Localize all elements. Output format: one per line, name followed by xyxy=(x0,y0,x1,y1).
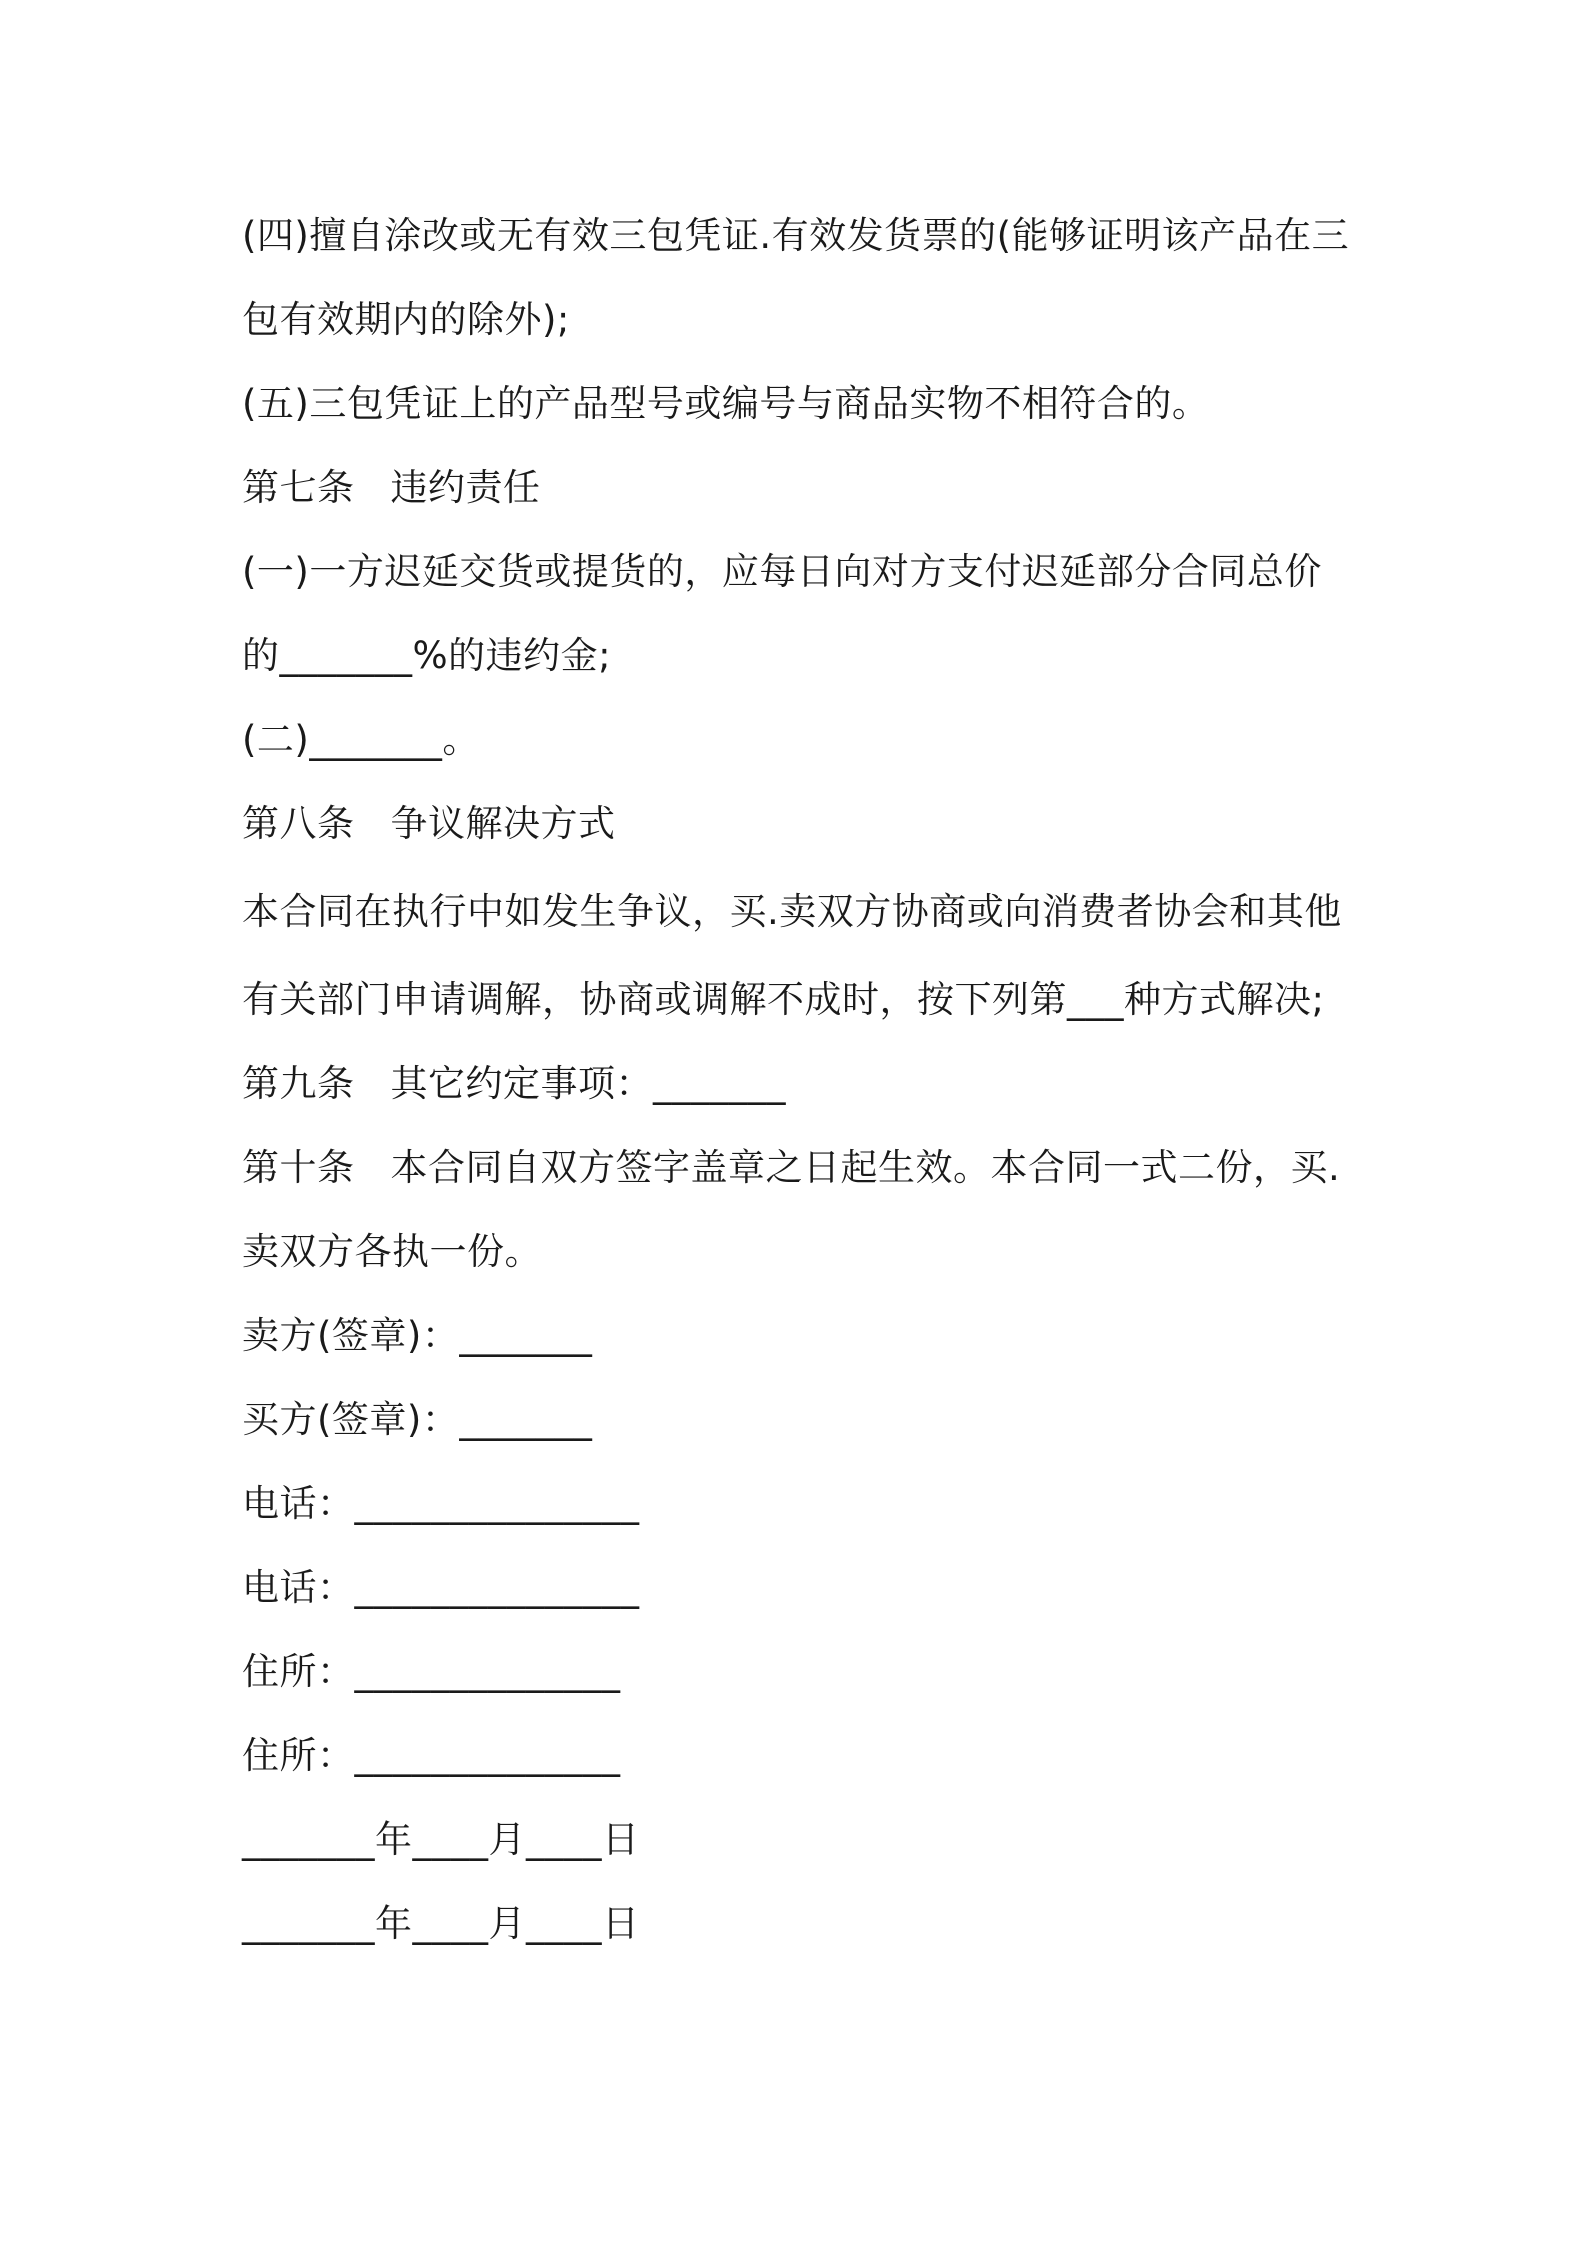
article-10-text: 本合同自双方签字盖章之日起生效。本合同一式二份，买. xyxy=(390,1146,1341,1189)
seller-signature-field: 卖方(签章)：_______ xyxy=(242,1314,593,1357)
article-7-item-1-line-2: 的_______%的违约金; xyxy=(242,634,612,677)
contract-body xyxy=(242,194,1372,1966)
article-7-label: 第七条 xyxy=(242,466,355,509)
article-10-label: 第十条 xyxy=(242,1146,355,1189)
seller-address-field: 住所：______________ xyxy=(242,1650,621,1693)
article-8-heading xyxy=(242,782,1372,866)
article-7-heading xyxy=(242,446,1372,530)
article-10-line-2: 卖双方各执一份。 xyxy=(242,1230,542,1273)
clause-4-line-1: (四)擅自涂改或无有效三包凭证.有效发货票的(能够证明该产品在三 xyxy=(242,214,1350,257)
seller-phone-field: 电话：_______________ xyxy=(242,1482,640,1525)
article-10-line-1 xyxy=(242,1126,1372,1210)
article-9-label: 第九条 xyxy=(242,1062,355,1105)
article-8-body-line-1: 本合同在执行中如发生争议，买.卖双方协商或向消费者协会和其他 xyxy=(242,890,1342,933)
buyer-signature-field: 买方(签章)：_______ xyxy=(242,1398,593,1441)
article-9 xyxy=(242,1042,1372,1126)
article-7-item-1-line-1: (一)一方迟延交货或提货的，应每日向对方支付迟延部分合同总价 xyxy=(242,550,1322,593)
article-7-title: 违约责任 xyxy=(390,466,541,509)
article-8-title: 争议解决方式 xyxy=(390,802,616,845)
buyer-date-field: _______年____月____日 xyxy=(242,1902,640,1945)
article-7-item-2: (二)_______。 xyxy=(242,718,480,761)
seller-date-field: _______年____月____日 xyxy=(242,1818,640,1861)
clause-5: (五)三包凭证上的产品型号或编号与商品实物不相符合的。 xyxy=(242,382,1210,425)
buyer-phone-field: 电话：_______________ xyxy=(242,1566,640,1609)
clause-4-line-2: 包有效期内的除外); xyxy=(242,298,570,341)
buyer-address-field: 住所：______________ xyxy=(242,1734,621,1777)
article-9-text: 其它约定事项：_______ xyxy=(390,1062,786,1105)
article-8-body-line-2: 有关部门申请调解，协商或调解不成时，按下列第___种方式解决; xyxy=(242,978,1325,1021)
article-8-label: 第八条 xyxy=(242,802,355,845)
